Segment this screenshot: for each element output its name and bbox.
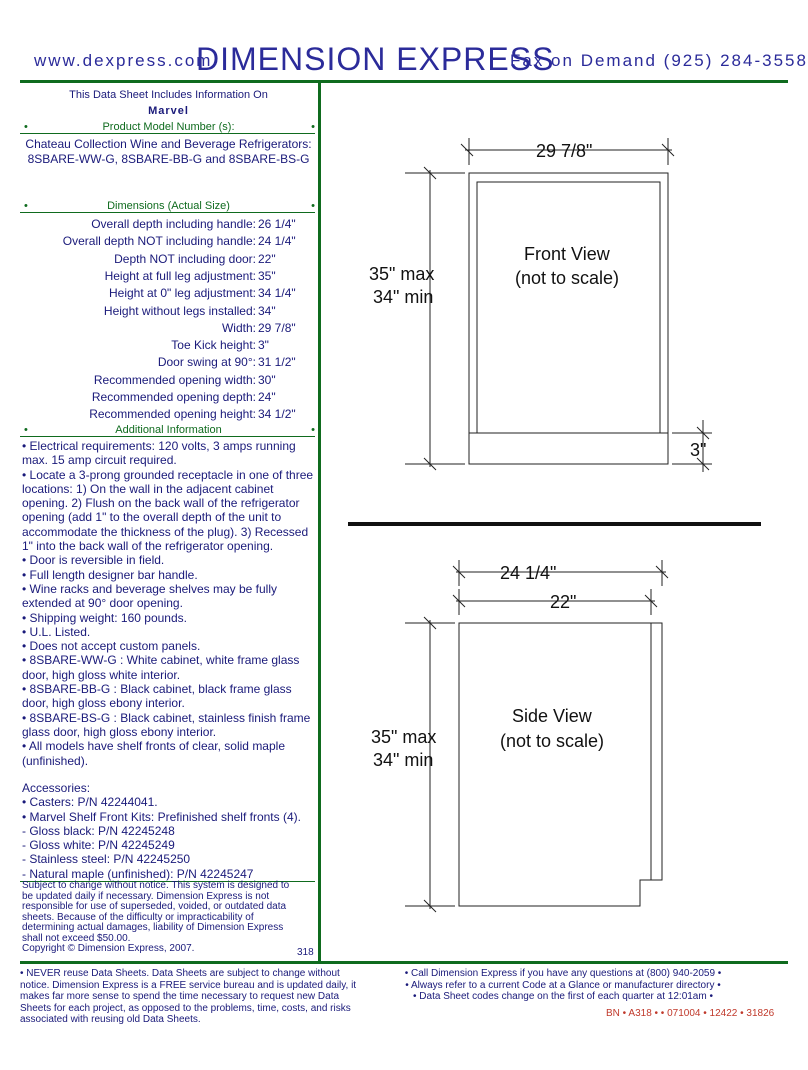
- footer-code-line: • Always refer to a current Code at a Glance or manufacturer directory •: [405, 979, 721, 991]
- dimension-value: 22": [258, 251, 276, 266]
- brand-title: DIMENSION EXPRESS: [196, 41, 555, 77]
- dimension-value: 30": [258, 372, 276, 387]
- side-view-title: Side View: [512, 706, 592, 726]
- additional-section-header: • Additional Information •: [24, 424, 315, 436]
- dimension-value: 24": [258, 390, 276, 404]
- models-line-1: Chateau Collection Wine and Beverage Refrigerators:: [25, 137, 312, 151]
- dimension-label: Recommended opening height:: [89, 407, 256, 422]
- dimension-label: Width:: [221, 320, 256, 335]
- dimension-label: Overall depth NOT including handle:: [62, 234, 256, 249]
- accessory-item: • Casters: P/N 42244041.: [22, 795, 158, 810]
- dimension-label: Door swing at 90°:: [157, 355, 256, 370]
- info-item: • 8SBARE-WW-G : White cabinet, white frame glass door, high gloss white interior.: [22, 653, 300, 682]
- dimension-value: 29 7/8": [258, 320, 296, 335]
- side-depth-label: 22": [550, 592, 577, 612]
- front-door-panel: [477, 182, 660, 433]
- side-depth-handle-label: 24 1/4": [500, 563, 557, 583]
- dimension-label: Height without legs installed:: [103, 303, 256, 318]
- dimension-value: 24 1/4": [258, 234, 296, 249]
- dimension-value: 34 1/2": [258, 407, 296, 422]
- footer-quarter-line: • Data Sheet codes change on the first of each quarter at 12:01am •: [413, 991, 713, 1002]
- side-door-handle: [651, 623, 662, 880]
- dimension-value: 35": [258, 268, 276, 283]
- footer-call-line: • Call Dimension Express if you have any questions at (800) 940-2059 •: [404, 968, 722, 979]
- dimension-value: 31 1/2": [258, 355, 296, 370]
- info-item: • Does not accept custom panels.: [22, 639, 201, 654]
- site-url: www.dexpress.com: [34, 51, 213, 70]
- dimension-label: Recommended opening depth:: [91, 390, 256, 404]
- info-item: • Full length designer bar handle.: [22, 567, 198, 582]
- front-cabinet-outline: [469, 173, 668, 464]
- footer-warning: • NEVER reuse Data Sheets. Data Sheets are subject to change without notice. Dimension Express is a FREE service bureau and is updated daily, it makes far more sense to spend the time necessary to request new Data Sheets for each project, as opposed to the problems, time, costs, and risks associated with reusing old Data Sheets.: [20, 968, 357, 1025]
- front-height-max-label: 35" max: [369, 264, 435, 284]
- sheet-code: BN • A318 • • 071004 • 12422 • 31826: [606, 1008, 775, 1019]
- info-item: • Locate a 3-prong grounded receptacle in one of three locations: 1) On the wall in the adjacent cabinet opening. 2) Flush on the back wall of the refrigerator opening (add 1" to the overall depth of the unit to accommodate the thickness of the plug). 3) Recessed 1" into the back wall of the refrigerator opening.: [22, 467, 314, 554]
- models-line-2: 8SBARE-WW-G, 8SBARE-BB-G and 8SBARE-BS-G: [27, 152, 310, 166]
- info-item: • Electrical requirements: 120 volts, 3 amps running max. 15 amp circuit required.: [22, 439, 296, 468]
- fax-line: Fax on Demand (925) 284-3558: [510, 51, 808, 70]
- info-item: • Wine racks and beverage shelves may be fully extended at 90° door opening.: [22, 581, 277, 611]
- dimension-label: Recommended opening width:: [93, 372, 256, 387]
- dimensions-section-header: • Dimensions (Actual Size) •: [24, 200, 315, 212]
- info-item: • U.L. Listed.: [22, 624, 91, 639]
- side-view-note: (not to scale): [500, 731, 605, 751]
- accessory-item: - Stainless steel: P/N 42245250: [22, 852, 191, 867]
- copyright: Copyright © Dimension Express, 2007.: [22, 943, 195, 954]
- dimension-label: Height at 0" leg adjustment:: [108, 286, 256, 301]
- views-divider: [348, 522, 761, 526]
- manufacturer-name: Marvel: [148, 105, 189, 117]
- accessory-item: - Gloss white: P/N 42245249: [22, 838, 175, 853]
- accessory-item: - Natural maple (unfinished): P/N 42245247: [22, 866, 254, 881]
- accessory-item: • Marvel Shelf Front Kits: Prefinished shelf fronts (4).: [22, 809, 301, 824]
- info-item: • All models have shelf fronts of clear, solid maple (unfinished).: [22, 739, 285, 768]
- info-item: • Door is reversible in field.: [22, 553, 165, 568]
- dimension-label: Height at full leg adjustment:: [104, 268, 256, 283]
- info-item: • 8SBARE-BS-G : Black cabinet, stainless finish frame glass door, high gloss ebony interior.: [22, 710, 311, 739]
- dimension-label: Depth NOT including door:: [114, 251, 256, 266]
- side-height-min-label: 34" min: [373, 750, 434, 770]
- accessory-item: - Gloss black: P/N 42245248: [22, 823, 175, 838]
- dimension-value: 34 1/4": [258, 286, 296, 301]
- accessories-title: Accessories:: [22, 781, 91, 795]
- dimension-value: 3": [258, 338, 269, 353]
- front-view-title: Front View: [524, 244, 610, 264]
- front-view-note: (not to scale): [515, 268, 620, 288]
- dimension-label: Overall depth including handle:: [91, 217, 256, 231]
- model-section-header: • Product Model Number (s): •: [24, 121, 315, 133]
- dimension-value: 26 1/4": [258, 217, 296, 231]
- disclaimer-text: Subject to change without notice. This system is designed to be updated daily if necessary. Dimension Express is not responsible for use of superseded, voided, or outdated data sheets. Because of the difficulty or impracticability of determining actual damages, liability of Dimension Express shall not exceed $50.00.: [22, 880, 290, 944]
- data-sheet-intro: This Data Sheet Includes Information On: [69, 89, 268, 101]
- toe-kick-label: 3": [690, 440, 707, 460]
- front-width-label: 29 7/8": [536, 141, 593, 161]
- front-height-min-label: 34" min: [373, 287, 434, 307]
- info-item: • Shipping weight: 160 pounds.: [22, 610, 187, 625]
- dimension-label: Toe Kick height:: [171, 338, 256, 353]
- side-cabinet-outline: [459, 623, 651, 906]
- page-number: 318: [297, 947, 314, 958]
- dimension-value: 34": [258, 303, 276, 318]
- info-item: • 8SBARE-BB-G : Black cabinet, black frame glass door, high gloss ebony interior.: [22, 682, 292, 711]
- footer-notes: [398, 968, 728, 1003]
- side-height-max-label: 35" max: [371, 727, 437, 747]
